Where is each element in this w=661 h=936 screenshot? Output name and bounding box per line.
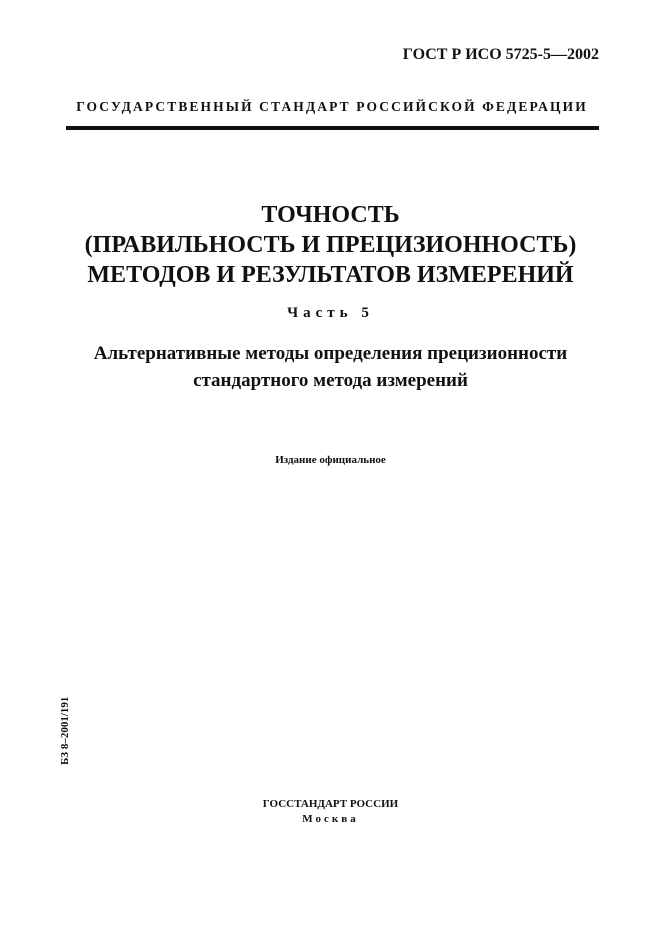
subtitle: [30, 340, 631, 394]
publisher-city: Москва: [302, 813, 359, 825]
subtitle-line-2: стандартного метода измерений: [193, 370, 468, 391]
side-code: БЗ 8–2001/191: [59, 696, 71, 765]
document-code: ГОСТ Р ИСО 5725-5—2002: [402, 46, 599, 63]
organization-title: ГОСУДАРСТВЕННЫЙ СТАНДАРТ РОССИЙСКОЙ ФЕДЕРАЦИИ: [76, 99, 588, 114]
edition-note: Издание официальное: [275, 454, 386, 466]
main-title-line-1: ТОЧНОСТЬ: [261, 202, 400, 228]
subtitle-line-1: Альтернативные методы определения прецизионности: [93, 343, 568, 364]
publisher: ГОССТАНДАРТ РОССИИ: [262, 798, 399, 810]
main-title-line-2: (ПРАВИЛЬНОСТЬ И ПРЕЦИЗИОННОСТЬ): [84, 232, 577, 258]
header-divider: [66, 126, 599, 130]
main-title: [40, 200, 621, 290]
main-title-line-3: МЕТОДОВ И РЕЗУЛЬТАТОВ ИЗМЕРЕНИЙ: [87, 262, 574, 288]
part-label: Часть 5: [287, 305, 374, 321]
